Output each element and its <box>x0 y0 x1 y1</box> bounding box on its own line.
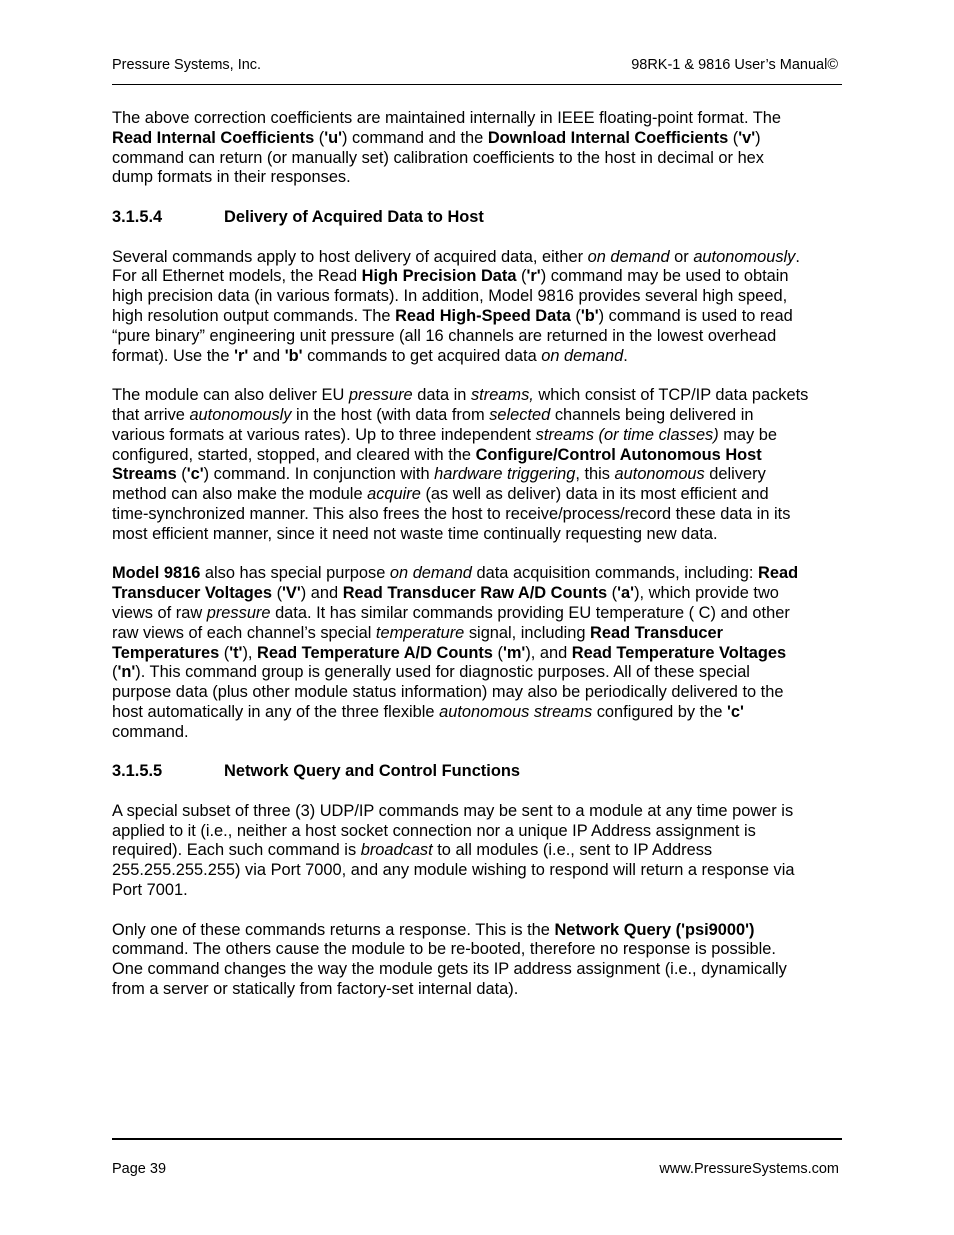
header-company: Pressure Systems, Inc. <box>112 57 262 73</box>
paragraph-correction-coefficients: The above correction coefficients are maintained internally in IEEE floating-point format. The Read Internal Coefficients ('u') command and the Download Internal Coefficients ('v') command can return (or manually set) calibration coefficients to the host in decimal or hex dump formats in their responses. <box>112 109 782 187</box>
command-network-query: Network Query ('psi9000') <box>554 920 755 939</box>
command-configure-autonomous-host-streams: Configure/Control Autonomous Host <box>475 445 762 464</box>
section-title: Network Query and Control Functions <box>224 762 520 781</box>
paragraph-host-delivery: Several commands apply to host delivery of acquired data, either on demand or autonomously. For all Ethernet models, the Read High Precision Data ('r') command may be used to obtain high precision data (in various formats). In addition, Model 9816 provides several high speed, high resolution output commands. The Read High-Speed Data ('b') command is used to read “pure binary” engineering unit pressure (all 16 channels are returned in the lowest overhead format). Use the 'r' and 'b' commands to get acquired data on demand. <box>112 247 800 365</box>
footer-page-number: Page 39 <box>112 1161 167 1177</box>
section-number: 3.1.5.5 <box>112 762 163 781</box>
command-read-high-speed-data: Read High-Speed Data <box>395 306 571 325</box>
command-read-transducer-voltages: Transducer Voltages <box>112 584 273 603</box>
header-manual-title: 98RK-1 & 9816 User’s Manual© <box>631 57 838 73</box>
footer-website: www.PressureSystems.com <box>659 1161 839 1177</box>
paragraph-streams: The module can also deliver EU pressure data in streams, which consist of TCP/IP data packets that arrive autonomously in the host (with data from selected channels being delivered in various formats at various rates). Up to three independent streams (or time classes) may be configured, started, stopped, and cleared with the Configure/Control Autonomous Host Streams ('c') command. In conjunction with hardware triggering, this autonomous delivery method can also make the module acquire (as well as deliver) data in its most efficient and time-synchronized manner. This also frees the host to receive/process/record these data in its most efficient manner, since it need not waste time continually requesting new data. <box>112 386 809 543</box>
header-rule <box>112 84 842 85</box>
footer-rule <box>112 1138 842 1140</box>
command-read-internal-coefficients: Read Internal Coefficients <box>112 128 315 147</box>
command-read-temperature-voltages: Read Temperature Voltages <box>571 643 787 662</box>
paragraph-udp-commands: A special subset of three (3) UDP/IP commands may be sent to a module at any time power is applied to it (i.e., neither a host socket connection nor a unique IP Address assignment is required). Each such command is broadcast to all modules (i.e., sent to IP Address 255.255.255.255) via Port 7000, and any module wishing to respond will return a response via Port 7001. <box>112 801 795 900</box>
command-read-temperature-ad-counts: Read Temperature A/D Counts <box>257 643 493 662</box>
command-read-transducer-raw-counts: Read Transducer Raw A/D Counts <box>342 584 608 603</box>
section-title: Delivery of Acquired Data to Host <box>224 207 484 226</box>
section-heading-3-1-5-4 <box>112 208 850 228</box>
paragraph-network-query: Only one of these commands returns a response. This is the Network Query ('psi9000') command. The others cause the module to be re-booted, therefore no response is possible. One command changes the way the module gets its IP address assignment (i.e., dynamically from a server or statically from factory-set internal data). <box>112 920 787 999</box>
command-high-precision-data: High Precision Data <box>361 267 517 286</box>
page-body <box>112 109 850 1020</box>
command-download-internal-coefficients: Download Internal Coefficients <box>487 128 729 147</box>
section-number: 3.1.5.4 <box>112 207 163 226</box>
section-heading-3-1-5-5 <box>112 762 850 782</box>
paragraph-model-9816: Model 9816 also has special purpose on demand data acquisition commands, including: Read Transducer Voltages ('V') and Read Transducer Raw A/D Counts ('a'), which provide two views of raw pressure data. It has similar commands providing EU temperature ( C) and other raw views of each channel’s special temperature signal, including Read Transducer Temperatures ('t'), Read Temperature A/D Counts ('m'), and Read Temperature Voltages ('n'). This command group is generally used for diagnostic purposes. All of these special purpose data (plus other module status information) may also be periodically delivered to the host automatically in any of the three flexible autonomous streams configured by the 'c' command. <box>112 564 799 741</box>
